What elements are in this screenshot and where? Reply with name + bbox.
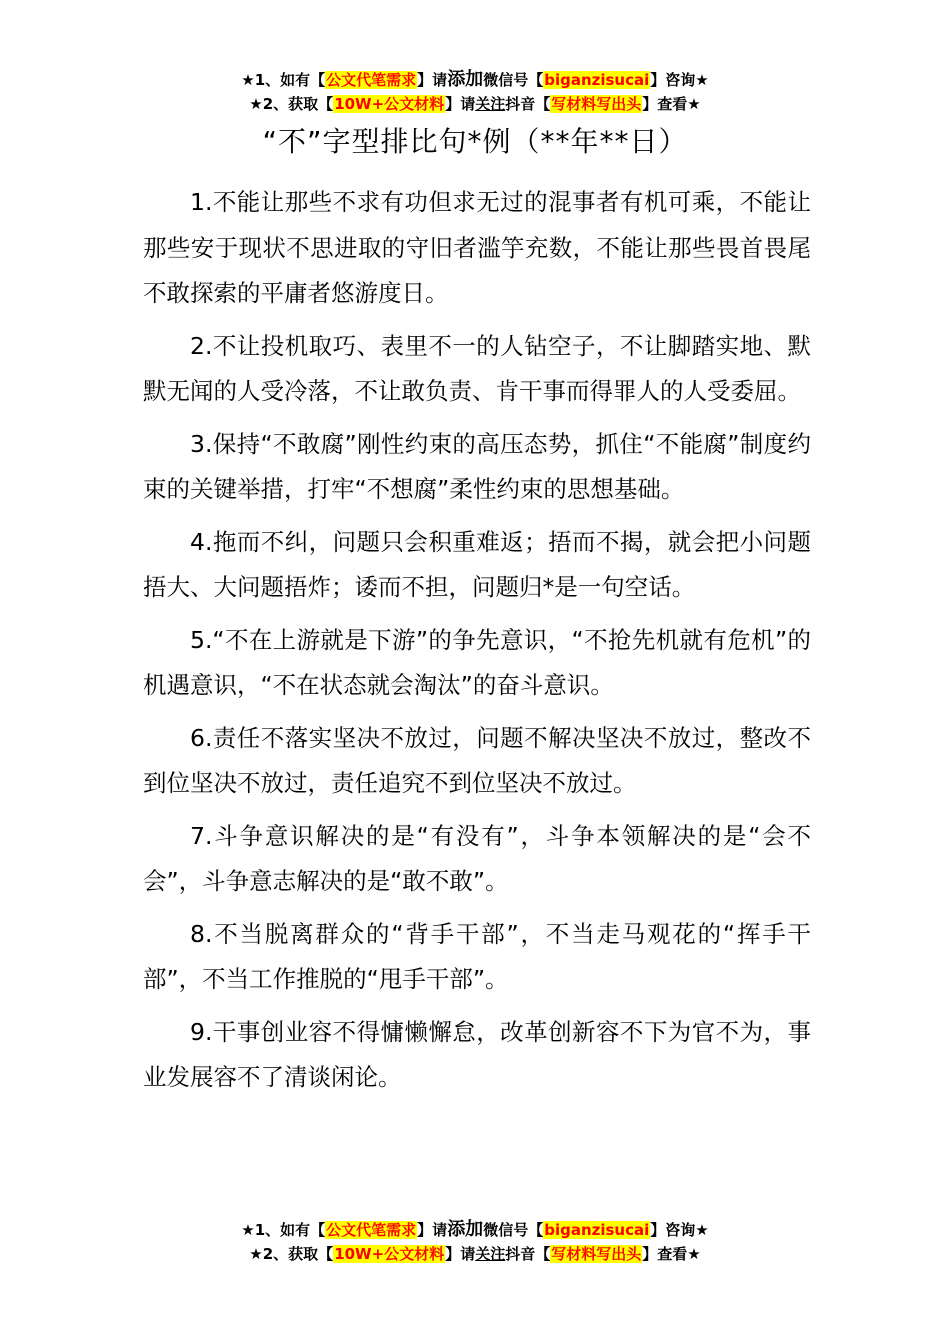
promo-line-2 <box>0 92 950 116</box>
promo-highlight: 公文代笔需求 <box>326 1221 417 1239</box>
promo-text: 微信号【 <box>483 71 544 89</box>
footer-promo <box>0 1218 950 1266</box>
header-promo <box>0 68 950 116</box>
promo-text: 】请 <box>417 1221 448 1239</box>
document-body <box>143 180 811 1108</box>
promo-text: 抖音【 <box>505 95 551 113</box>
promo-text: ★2、获取【 <box>249 1245 334 1263</box>
paragraph: 4.拖而不纠，问题只会积重难返；捂而不揭，就会把小问题捂大、大问题捂炸；诿而不担，问题归*是一句空话。 <box>143 527 811 601</box>
paragraph: 5.“不在上游就是下游”的争先意识，“不抢先机就有危机”的机遇意识，“不在状态就会淘汰”的奋斗意识。 <box>143 625 811 699</box>
wechat-id-highlight: biganzisucai <box>544 1221 650 1239</box>
promo-text: 】请 <box>445 95 476 113</box>
page-title: “不”字型排比句*例（**年**日） <box>262 125 688 158</box>
promo-text: ★1、如有【 <box>241 71 326 89</box>
promo-line-2 <box>0 1242 950 1266</box>
promo-line-1 <box>0 68 950 92</box>
promo-text: 】查看★ <box>642 1245 701 1263</box>
promo-text: 】咨询★ <box>650 71 709 89</box>
promo-emphasis: 添加 <box>447 69 484 90</box>
paragraph: 7.斗争意识解决的是“有没有”，斗争本领解决的是“会不会”，斗争意志解决的是“敢不敢”。 <box>143 821 811 895</box>
promo-text: 】请 <box>417 71 448 89</box>
promo-line-1 <box>0 1218 950 1242</box>
douyin-id-highlight: 写材料写出头 <box>551 95 642 113</box>
promo-text: 】咨询★ <box>650 1221 709 1239</box>
wechat-id-highlight: biganzisucai <box>544 71 650 89</box>
promo-text: 】查看★ <box>642 95 701 113</box>
promo-text: ★2、获取【 <box>249 95 334 113</box>
paragraph: 9.干事创业容不得慵懒懈怠，改革创新容不下为官不为，事业发展容不了清谈闲论。 <box>143 1017 811 1091</box>
paragraph: 6.责任不落实坚决不放过，问题不解决坚决不放过，整改不到位坚决不放过，责任追究不到位坚决不放过。 <box>143 723 811 797</box>
promo-text: ★1、如有【 <box>241 1221 326 1239</box>
promo-emphasis: 关注 <box>475 1245 506 1263</box>
paragraph: 3.保持“不敢腐”刚性约束的高压态势，抓住“不能腐”制度约束的关键举措，打牢“不想腐”柔性约束的思想基础。 <box>143 429 811 503</box>
paragraph: 2.不让投机取巧、表里不一的人钻空子，不让脚踏实地、默默无闻的人受冷落，不让敢负责、肯干事而得罪人的人受委屈。 <box>143 331 811 405</box>
paragraph: 8.不当脱离群众的“背手干部”，不当走马观花的“挥手干部”，不当工作推脱的“甩手干部”。 <box>143 919 811 993</box>
promo-highlight: 10W+公文材料 <box>334 1245 445 1263</box>
promo-text: 微信号【 <box>483 1221 544 1239</box>
promo-emphasis: 关注 <box>475 95 506 113</box>
douyin-id-highlight: 写材料写出头 <box>551 1245 642 1263</box>
promo-highlight: 公文代笔需求 <box>326 71 417 89</box>
promo-highlight: 10W+公文材料 <box>334 95 445 113</box>
promo-emphasis: 添加 <box>447 1219 484 1240</box>
promo-text: 抖音【 <box>505 1245 551 1263</box>
promo-text: 】请 <box>445 1245 476 1263</box>
paragraph: 1.不能让那些不求有功但求无过的混事者有机可乘，不能让那些安于现状不思进取的守旧者滥竽充数，不能让那些畏首畏尾不敢探索的平庸者悠游度日。 <box>143 188 811 307</box>
